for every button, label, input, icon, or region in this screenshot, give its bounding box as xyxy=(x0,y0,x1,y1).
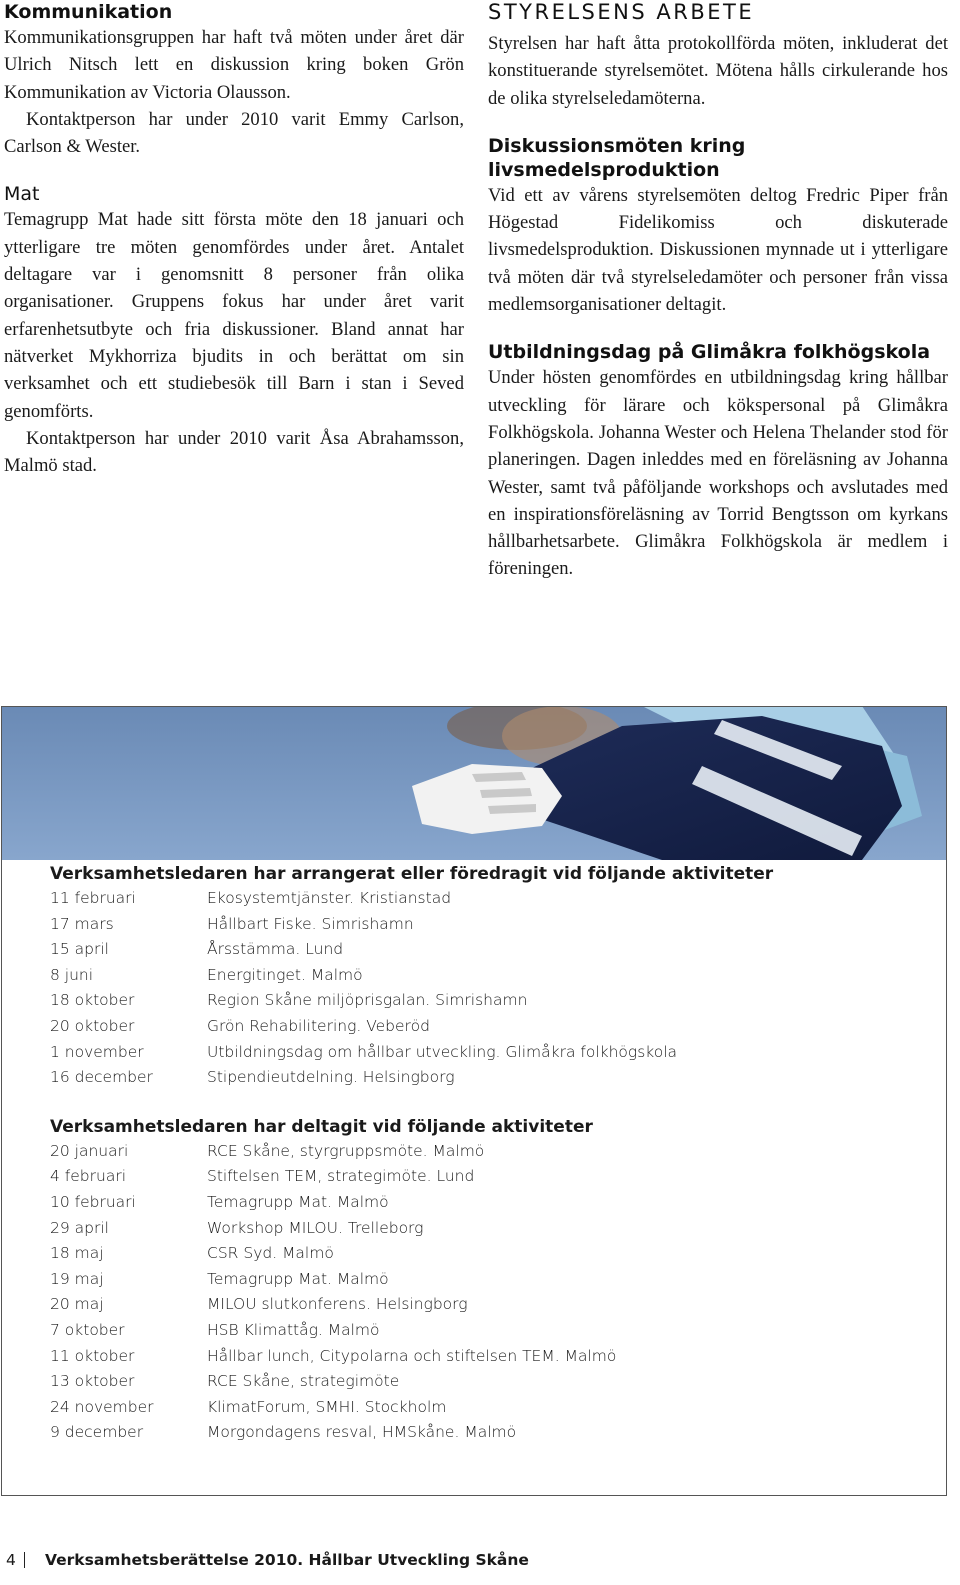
activity-description: Workshop MILOU. Trelleborg xyxy=(207,1218,424,1237)
page-footer xyxy=(6,1548,529,1572)
activity-date: 18 oktober xyxy=(50,991,135,1010)
list-item xyxy=(50,1065,930,1091)
activity-date: 15 april xyxy=(50,940,109,959)
arranged-list xyxy=(50,886,930,1091)
styrelsen-heading: STYRELSENS ARBETE xyxy=(488,0,755,24)
activity-date: 18 maj xyxy=(50,1244,104,1263)
activity-date: 24 november xyxy=(50,1397,154,1416)
list-item xyxy=(50,1420,930,1446)
activity-description: Ekosystemtjänster. Kristianstad xyxy=(207,889,452,907)
participated-heading: Verksamhetsledaren har deltagit vid följande aktiviteter xyxy=(50,1116,593,1137)
activity-description: Temagrupp Mat. Malmö xyxy=(207,1192,389,1211)
list-item xyxy=(50,963,930,989)
list-item xyxy=(50,1139,930,1165)
mat-paragraph: Temagrupp Mat hade sitt första möte den 18 januari och ytterligare tre möten genomfördes under året. Antalet deltagare var i genomsnitt 8 personer från olika organisationer. Gruppens fokus har under året varit erfarenhetsutbyte och fria diskussioner. Bland annat har nätverket Mykhorriza bjudits in och berättat om sin verksamhet och ett studiebesök till Barn i stan i Seved genomförts. xyxy=(4,209,464,422)
activity-date: 19 maj xyxy=(50,1269,104,1288)
activity-date: 17 mars xyxy=(50,914,114,933)
activity-date: 29 april xyxy=(50,1218,109,1237)
activity-description: HSB Klimattåg. Malmö xyxy=(207,1320,380,1339)
activity-description: Region Skåne miljöprisgalan. Simrishamn xyxy=(207,991,528,1010)
activity-date: 20 januari xyxy=(50,1141,129,1160)
kommunikation-contact: Kontaktperson har under 2010 varit Emmy Carlson, Carlson & Wester. xyxy=(4,108,464,158)
list-item xyxy=(50,988,930,1014)
list-item xyxy=(50,1216,930,1242)
left-column xyxy=(4,0,464,479)
page-number: 4 xyxy=(6,1551,16,1569)
activity-description: Temagrupp Mat. Malmö xyxy=(207,1269,389,1288)
list-item xyxy=(50,1190,930,1216)
list-item xyxy=(50,1369,930,1395)
list-item xyxy=(50,1040,930,1066)
list-item xyxy=(50,912,930,938)
activity-date: 20 oktober xyxy=(50,1016,135,1035)
list-item xyxy=(50,1241,930,1267)
activity-date: 9 december xyxy=(50,1423,144,1442)
mat-heading: Mat xyxy=(4,183,40,206)
activity-description: CSR Syd. Malmö xyxy=(207,1244,334,1263)
list-item xyxy=(50,937,930,963)
list-item xyxy=(50,1267,930,1293)
activity-date: 4 februari xyxy=(50,1167,126,1186)
activity-description: MILOU slutkonferens. Helsingborg xyxy=(207,1295,468,1314)
utbildning-heading: Utbildningsdag på Glimåkra folkhögskola xyxy=(488,341,931,364)
mat-contact: Kontaktperson har under 2010 varit Åsa Abrahamsson, Malmö stad. xyxy=(4,427,464,477)
activity-description: Stipendieutdelning. Helsingborg xyxy=(207,1068,455,1087)
activity-description: Utbildningsdag om hållbar utveckling. Glimåkra folkhögskola xyxy=(207,1042,678,1061)
activity-date: 16 december xyxy=(50,1068,153,1087)
footer-title: Verksamhetsberättelse 2010. Hållbar Utveckling Skåne xyxy=(45,1551,529,1569)
activity-description: Morgondagens resval, HMSkåne. Malmö xyxy=(207,1423,517,1442)
diskussion-paragraph: Vid ett av vårens styrelsemöten deltog Fredric Piper från Högestad Fidelikomiss och diskuterade livsmedelsproduktion. Diskussionen mynnade ut i ytterligare två möten där två styrelseledamöter och personer från vissa medlemsorganisationer deltagit. xyxy=(488,184,948,316)
arranged-heading: Verksamhetsledaren har arrangerat eller föredragit vid följande aktiviteter xyxy=(50,864,774,884)
right-column xyxy=(488,0,948,583)
activity-date: 13 oktober xyxy=(50,1372,135,1391)
kommunikation-heading: Kommunikation xyxy=(4,1,173,23)
participated-list xyxy=(50,1139,930,1446)
activity-date: 11 oktober xyxy=(50,1346,135,1365)
activity-date: 20 maj xyxy=(50,1295,104,1314)
list-item xyxy=(50,1014,930,1040)
activity-date: 11 februari xyxy=(50,889,136,907)
activity-description: RCE Skåne, strategimöte xyxy=(207,1372,400,1391)
activities-lists xyxy=(50,862,930,1446)
list-item xyxy=(50,1318,930,1344)
activity-description: Hållbart Fiske. Simrishamn xyxy=(207,914,414,933)
utbildning-paragraph: Under hösten genomfördes en utbildningsdag kring hållbar utveckling för lärare och kökspersonal på Glimåkra Folkhögskola. Johanna Wester och Helena Thelander stod för planeringen. Dagen inleddes med en föreläsning av Johanna Wester, samt två påföljande workshops och avslutades med en inspirationsföreläsning av Torrid Bengtsson om kyrkans hållbarhetsarbete. Glimåkra Folkhögskola är medlem i föreningen. xyxy=(488,367,948,580)
activity-description: Grön Rehabilitering. Veberöd xyxy=(207,1016,430,1035)
styrelsen-paragraph: Styrelsen har haft åtta protokollförda möten, inkluderat det konstituerande styrelsemötet. Mötena hålls cirkulerande hos de olika styrelseledamöterna. xyxy=(488,33,948,109)
activity-date: 7 oktober xyxy=(50,1320,125,1339)
activity-description: Årsstämma. Lund xyxy=(207,940,344,959)
list-item xyxy=(50,1344,930,1370)
activity-description: Hållbar lunch, Citypolarna och stiftelsen TEM. Malmö xyxy=(207,1346,617,1365)
footer-divider xyxy=(24,1552,25,1568)
activity-description: Energitinget. Malmö xyxy=(207,965,363,984)
list-item xyxy=(50,886,930,912)
list-item xyxy=(50,1292,930,1318)
activity-date: 1 november xyxy=(50,1042,144,1061)
kommunikation-paragraph: Kommunikationsgruppen har haft två möten under året där Ulrich Nitsch lett en diskussion kring boken Grön Kommunikation av Victoria Olausson. xyxy=(4,27,464,103)
activity-date: 8 juni xyxy=(50,965,94,984)
list-item xyxy=(50,1164,930,1190)
activity-date: 10 februari xyxy=(50,1192,136,1211)
activity-description: Stiftelsen TEM, strategimöte. Lund xyxy=(207,1167,475,1186)
activity-description: RCE Skåne, styrgruppsmöte. Malmö xyxy=(207,1141,485,1160)
list-item xyxy=(50,1395,930,1421)
activity-description: KlimatForum, SMHI. Stockholm xyxy=(207,1397,447,1416)
diskussion-heading: Diskussionsmöten kring livsmedelsproduktion xyxy=(488,134,746,181)
